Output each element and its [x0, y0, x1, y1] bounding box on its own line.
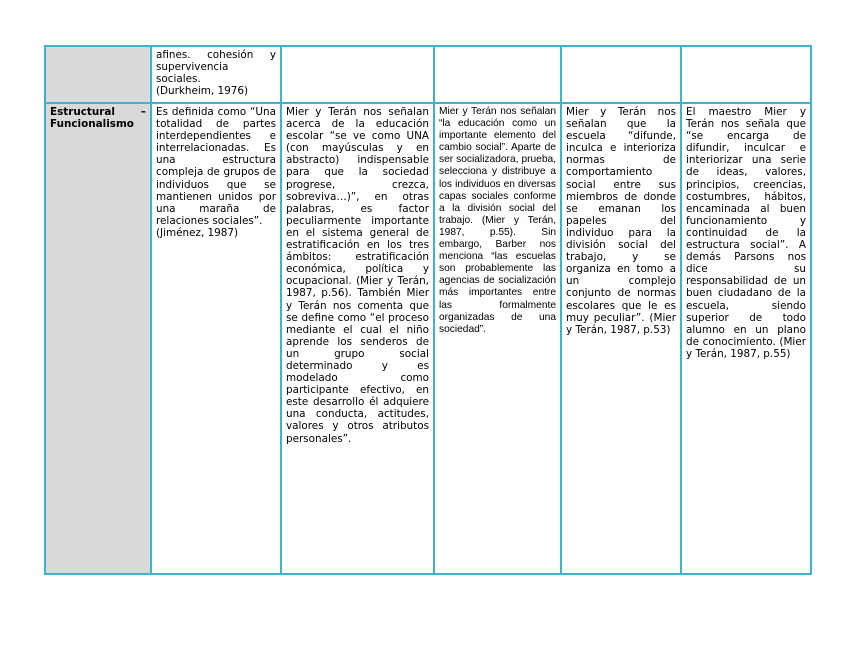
table-cell	[151, 103, 281, 574]
comparison-table	[44, 45, 812, 575]
table-cell	[561, 103, 681, 574]
cell-citation: (Durkheim, 1976)	[156, 85, 249, 98]
table-row	[45, 46, 811, 103]
row-label: Estructural – Funcionalismo	[50, 106, 146, 131]
table-cell	[281, 103, 434, 574]
table-cell	[434, 46, 561, 103]
table-cell	[434, 103, 561, 574]
table-cell	[281, 46, 434, 103]
row-label-cell	[45, 46, 151, 103]
cell-text: Mier y Terán nos señalan que la escuela “difunde, inculca e interioriza normas de comportamiento social entre sus miembros de donde se emanan los papeles del individuo para la división social del trabajo, y se organiza en tomo a un complejo conjunto de normas escolares que le es muy peculiar”. (Mier y Terán, 1987, p.53)	[566, 106, 676, 336]
table-cell	[681, 46, 811, 103]
table-row	[45, 103, 811, 574]
table-cell	[681, 103, 811, 574]
cell-text: Mier y Terán nos señalan acerca de la educación escolar “se ve como UNA (con mayúsculas y en abstracto) indispensable para que la sociedad progrese, crezca, sobreviva…)”, en otras palabras, es factor peculiarmente importante en el sistema general de estratificación en los tres ámbitos: estratificación económica, política y ocupacional. (Mier y Terán, 1987, p.56). También Mier y Terán nos comenta que se define como “el proceso mediante el cual el niño aprende los senderos de un grupo social determinado y es modelado como participante efectivo, en este desarrollo él adquiere una conducta, actitudes, valores y otros atributos personales”.	[286, 106, 429, 445]
cell-text: afines. cohesión y supervivencia sociales.	[156, 49, 276, 86]
cell-text: El maestro Mier y Terán nos señala que “se encarga de difundir, inculcar e interiorizar una serie de ideas, valores, principios, creencias, costumbres, hábitos, encaminada al buen funcionamiento y continuidad de la estructura social”. A demás Parsons nos dice su responsabilidad de un buen ciudadano de la escuela, siendo superior de todo alumno en un plano de conocimiento. (Mier y Terán, 1987, p.55)	[686, 106, 806, 360]
cell-text: Mier y Terán nos señalan “la educación como un importante elemento del cambio social”. Aparte de ser socializadora, prueba, selecciona y distribuye a los individuos en diversas capas sociales conforme a la división social del trabajo. (Mier y Terán, 1987, p.55). Sin embargo, Barber nos menciona “las escuelas son probablemente las agencias de socialización más importantes entre las formalmente organizadas de una sociedad”.	[439, 106, 556, 335]
table-cell	[151, 46, 281, 103]
table-cell	[561, 46, 681, 103]
row-label-cell	[45, 103, 151, 574]
cell-citation: (Jiménez, 1987)	[156, 226, 239, 239]
cell-text: Es definida como “Una totalidad de partes interdependientes e interrelacionadas. Es una estructura compleja de grupos de individuos que se mantienen unidos por una maraña de relaciones sociales”.	[156, 106, 276, 227]
